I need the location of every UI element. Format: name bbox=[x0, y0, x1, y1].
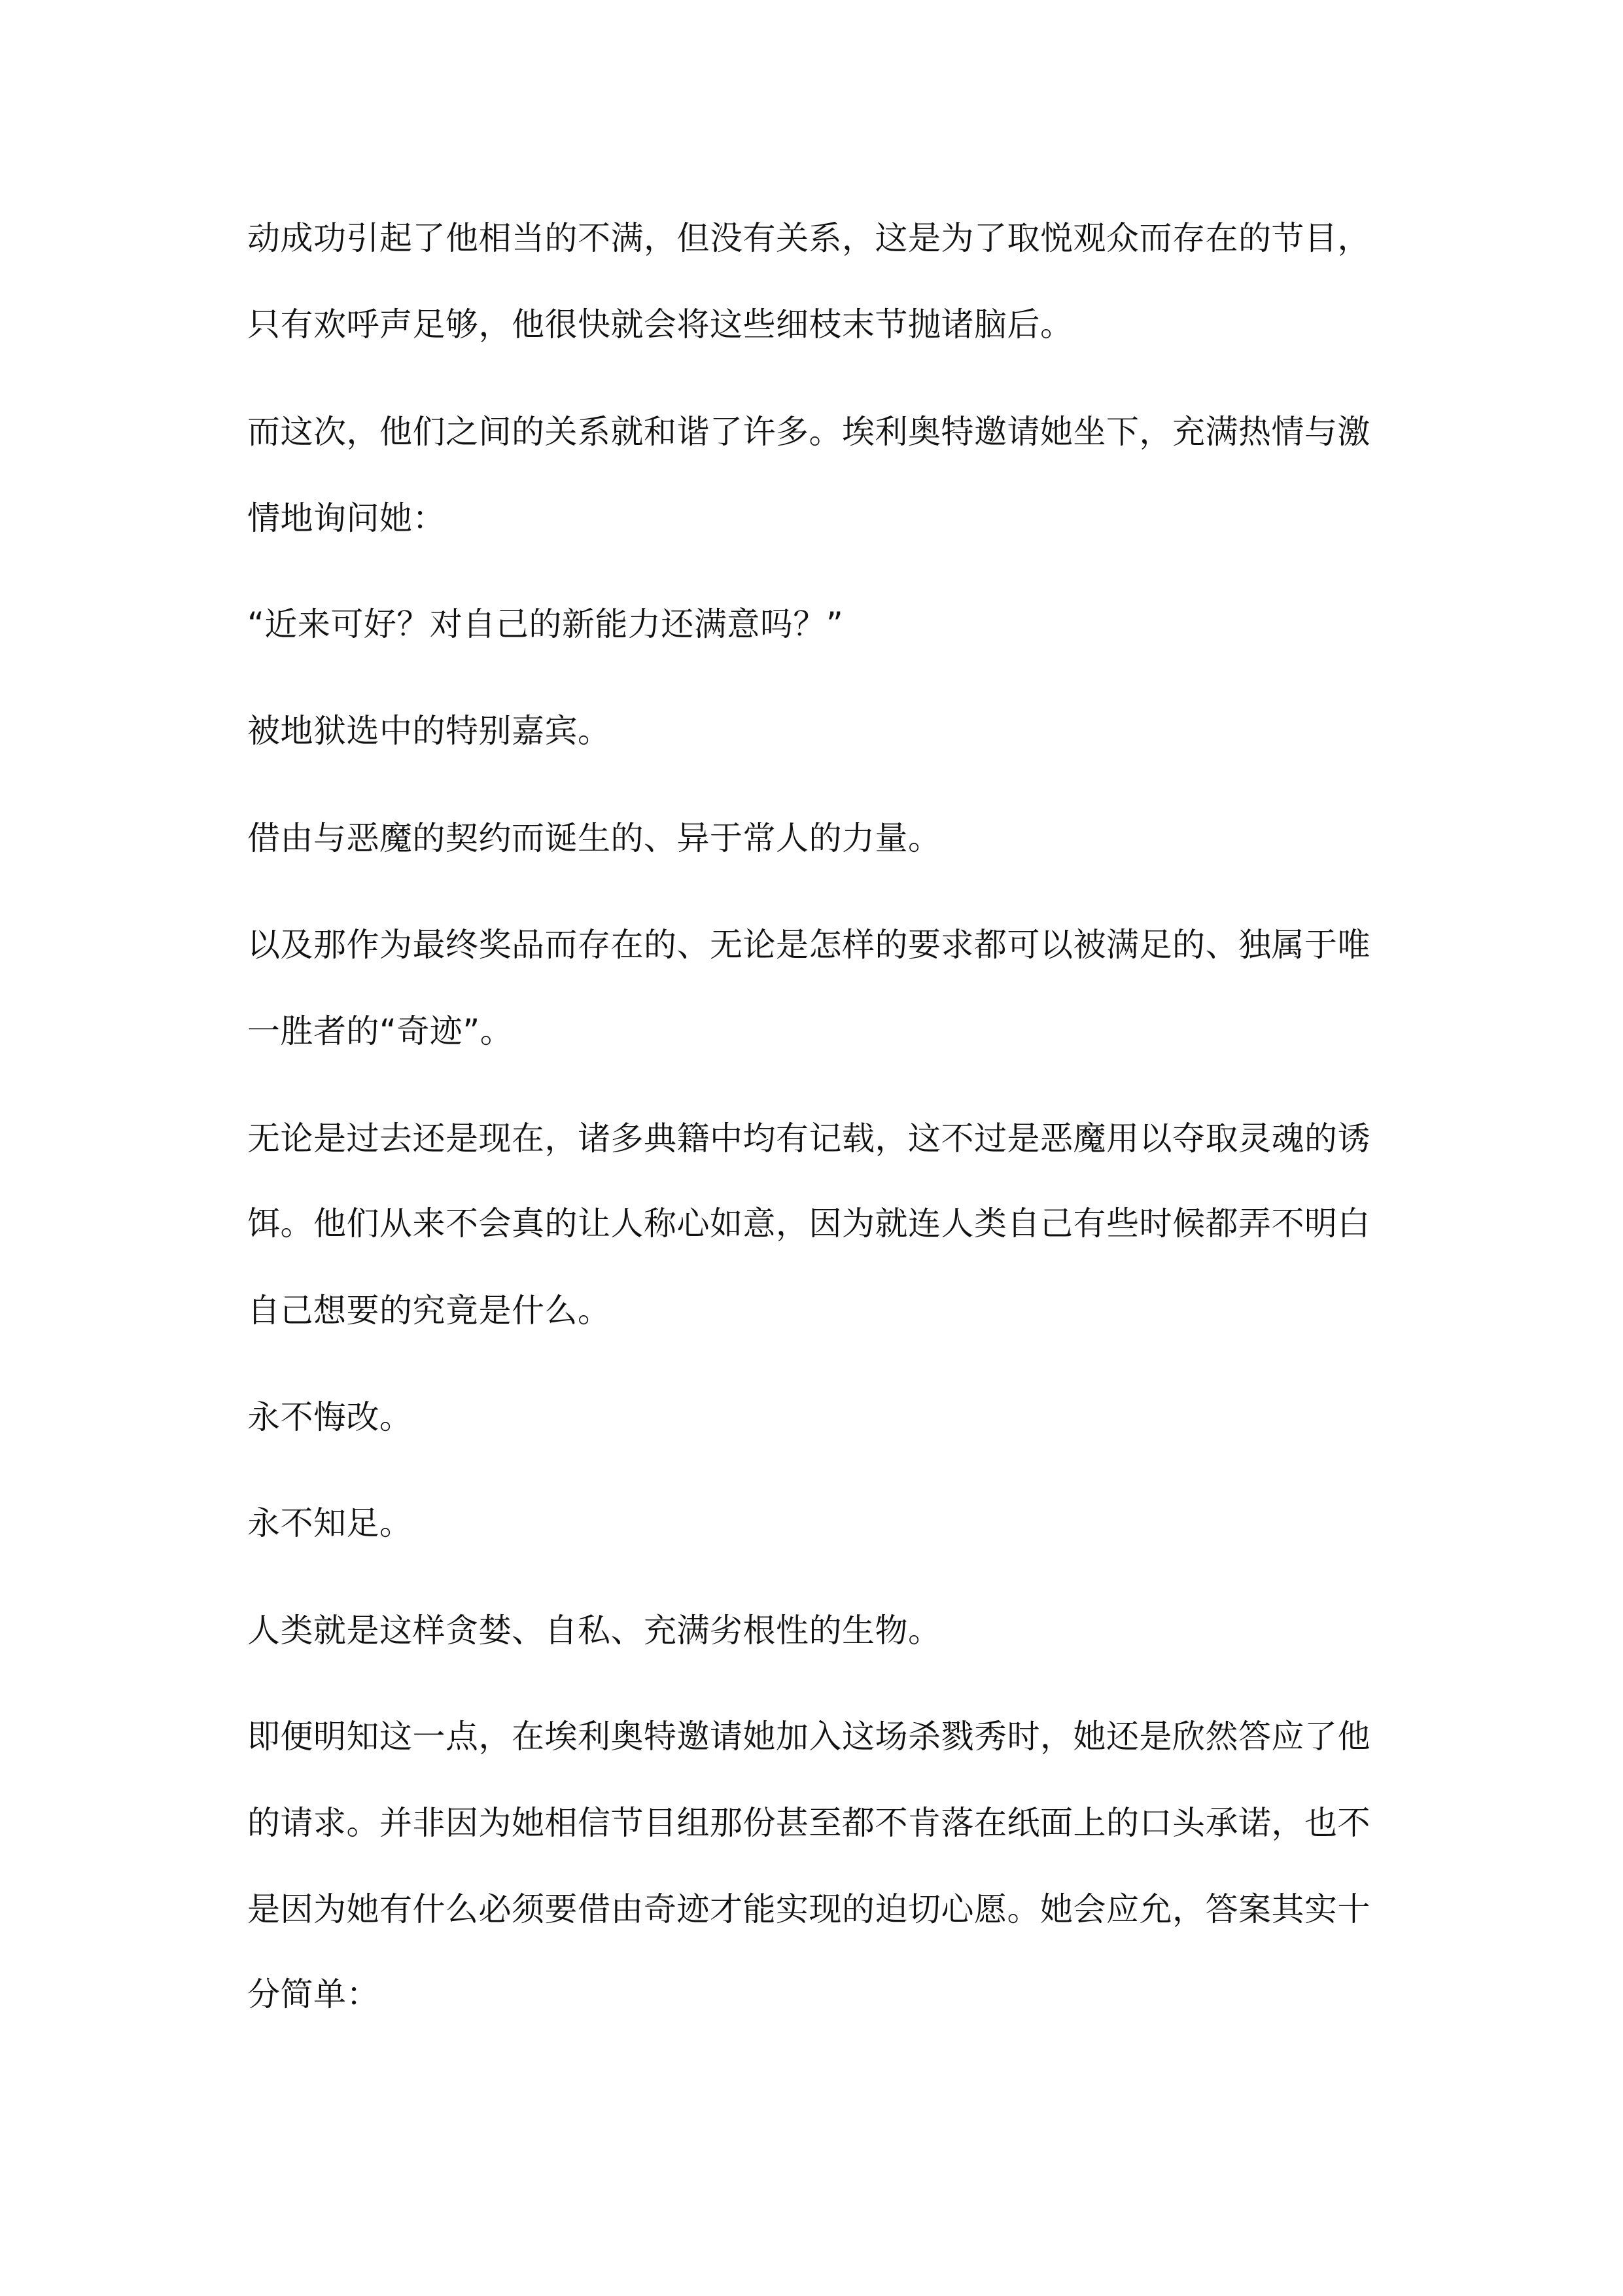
text-line: 永不知足。 bbox=[247, 1504, 413, 1542]
text-line: 无论是过去还是现在，诸多典籍中均有记载，这不过是恶魔用以夺取灵魂的诱 bbox=[247, 1120, 1370, 1157]
text-line: 自己想要的究竟是什么。 bbox=[247, 1292, 611, 1330]
text-line: 以及那作为最终奖品而存在的、无论是怎样的要求都可以被满足的、独属于唯 bbox=[247, 926, 1370, 964]
text-line: 人类就是这样贪婪、自私、充满劣根性的生物。 bbox=[247, 1612, 941, 1650]
text-line: 永不悔改。 bbox=[247, 1398, 413, 1436]
text-line: 一胜者的“奇迹”。 bbox=[247, 1012, 514, 1050]
text-line: 是因为她有什么必须要借由奇迹才能实现的迫切心愿。她会应允，答案其实十 bbox=[247, 1890, 1370, 1928]
text-line: 只有欢呼声足够，他很快就会将这些细枝末节抛诸脑后。 bbox=[247, 306, 1073, 344]
text-line: “近来可好？对自己的新能力还满意吗？” bbox=[247, 605, 844, 643]
text-line: 的请求。并非因为她相信节目组那份甚至都不肯落在纸面上的口头承诺，也不 bbox=[247, 1804, 1370, 1842]
text-line: 被地狱选中的特别嘉宾。 bbox=[247, 712, 611, 750]
text-line: 而这次，他们之间的关系就和谐了许多。埃利奥特邀请她坐下，充满热情与激 bbox=[247, 413, 1370, 451]
text-line: 动成功引起了他相当的不满，但没有关系，这是为了取悦观众而存在的节目， bbox=[247, 219, 1370, 257]
text-line: 分简单： bbox=[247, 1975, 379, 2013]
text-line: 即便明知这一点，在埃利奥特邀请她加入这场杀戮秀时，她还是欣然答应了他 bbox=[247, 1718, 1370, 1756]
text-line: 借由与恶魔的契约而诞生的、异于常人的力量。 bbox=[247, 819, 941, 857]
text-line: 情地询问她： bbox=[247, 499, 445, 537]
text-line: 饵。他们从来不会真的让人称心如意，因为就连人类自己有些时候都弄不明白 bbox=[247, 1205, 1370, 1243]
